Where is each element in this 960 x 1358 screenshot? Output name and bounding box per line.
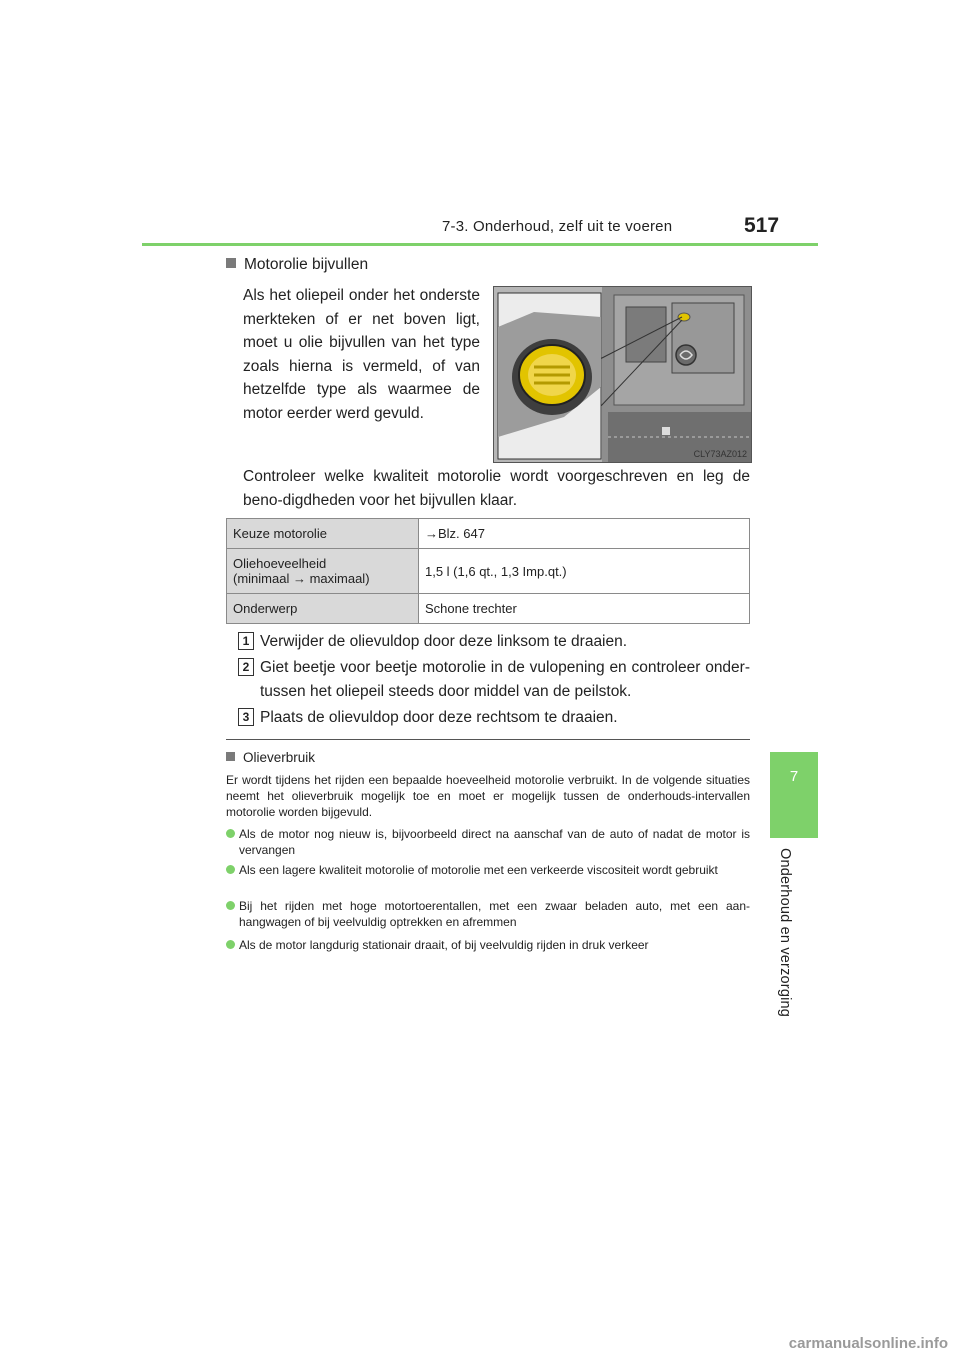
green-dot-icon — [226, 829, 235, 838]
step-2 — [238, 656, 750, 703]
list-item — [226, 862, 750, 878]
step-text: Giet beetje voor beetje motorolie in de vulopening en controleer onder-tussen het oliepeil steeds door middel van de peilstok. — [260, 659, 750, 700]
header-section-title: 7-3. Onderhoud, zelf uit te voeren — [442, 218, 673, 235]
green-dot-icon — [226, 901, 235, 910]
section-heading-text: Olieverbruik — [243, 750, 316, 765]
table-label-cell — [227, 519, 419, 549]
table-value-cell: →Blz. 647 — [419, 519, 750, 549]
chapter-label: Onderhoud en verzorging — [777, 848, 793, 1018]
step-number-badge: 3 — [238, 708, 254, 726]
table-label-cell — [227, 549, 419, 594]
table-value-cell: Schone trechter — [419, 594, 750, 624]
header-rule — [142, 243, 818, 246]
step-text: Plaats de olievuldop door deze rechtsom te draaien. — [260, 709, 618, 726]
row-label: Keuze motorolie — [233, 526, 327, 541]
step-1 — [238, 630, 750, 654]
bullet-text: Als de motor langdurig stationair draait, of bij veelvuldig rijden in druk verkeer — [239, 938, 649, 952]
table-row — [227, 594, 750, 624]
table-label-cell — [227, 594, 419, 624]
chapter-number: 7 — [789, 768, 799, 785]
bullet-text: Als een lagere kwaliteit motorolie of motorolie met een verkeerde viscositeit wordt gebruikt — [239, 863, 718, 877]
row-label: Onderwerp — [233, 601, 298, 616]
row-label: Oliehoeveelheid — [233, 556, 327, 571]
section-heading-text: Motorolie bijvullen — [244, 256, 369, 273]
step-3 — [238, 706, 750, 730]
table-row — [227, 549, 750, 594]
section-heading-add-oil — [226, 256, 368, 274]
step-text: Verwijder de olievuldop door deze linksom te draaien. — [260, 633, 628, 650]
gray-square-icon — [226, 258, 236, 268]
spec-table — [226, 518, 750, 624]
list-item — [226, 826, 750, 858]
bullet-text: Als de motor nog nieuw is, bijvoorbeeld direct na aanschaf van de auto of nadat de motor is vervangen — [239, 827, 750, 857]
section-divider — [226, 739, 750, 740]
figure-code: CLY73AZ012 — [693, 449, 747, 459]
section-heading-consumption — [226, 750, 315, 765]
page-number: 517 — [744, 214, 780, 237]
consumption-paragraph: Er wordt tijdens het rijden een bepaalde hoeveelheid motorolie verbruikt. In de volgende situaties neemt het olieverbruik mogelijk toe en moet er mogelijk tussen de onderhouds-intervallen motorolie worden bijgevuld. — [226, 773, 750, 819]
bullet-text: Bij het rijden met hoge motortoerentallen, met een zwaar beladen auto, met een aan-hangwagen of bij veelvuldig optrekken en afremmen — [239, 899, 750, 929]
step-number-badge: 1 — [238, 632, 254, 650]
engine-bay-illustration — [494, 287, 751, 462]
intro-paragraph: Als het oliepeil onder het onderste merkteken of er net boven ligt, moet u olie bijvullen van het type zoals hierna is vermeld, of van hetzelfde type als waarmee de motor eerder werd gevuld. — [243, 287, 480, 422]
engine-oil-cap-figure — [493, 286, 752, 463]
check-paragraph: Controleer welke kwaliteit motorolie wordt voorgeschreven en leg de beno-digdheden voor het bijvullen klaar. — [243, 468, 750, 509]
green-dot-icon — [226, 940, 235, 949]
row-label-sub: (minimaal → maximaal) — [233, 571, 370, 586]
list-item — [226, 937, 750, 953]
step-number-badge: 2 — [238, 658, 254, 676]
watermark: carmanualsonline.info — [788, 1335, 948, 1352]
table-value-cell: 1,5 l (1,6 qt., 1,3 Imp.qt.) — [419, 549, 750, 594]
list-item — [226, 898, 750, 930]
table-row — [227, 519, 750, 549]
green-dot-icon — [226, 865, 235, 874]
gray-square-icon — [226, 752, 235, 761]
chapter-tab — [770, 752, 818, 838]
